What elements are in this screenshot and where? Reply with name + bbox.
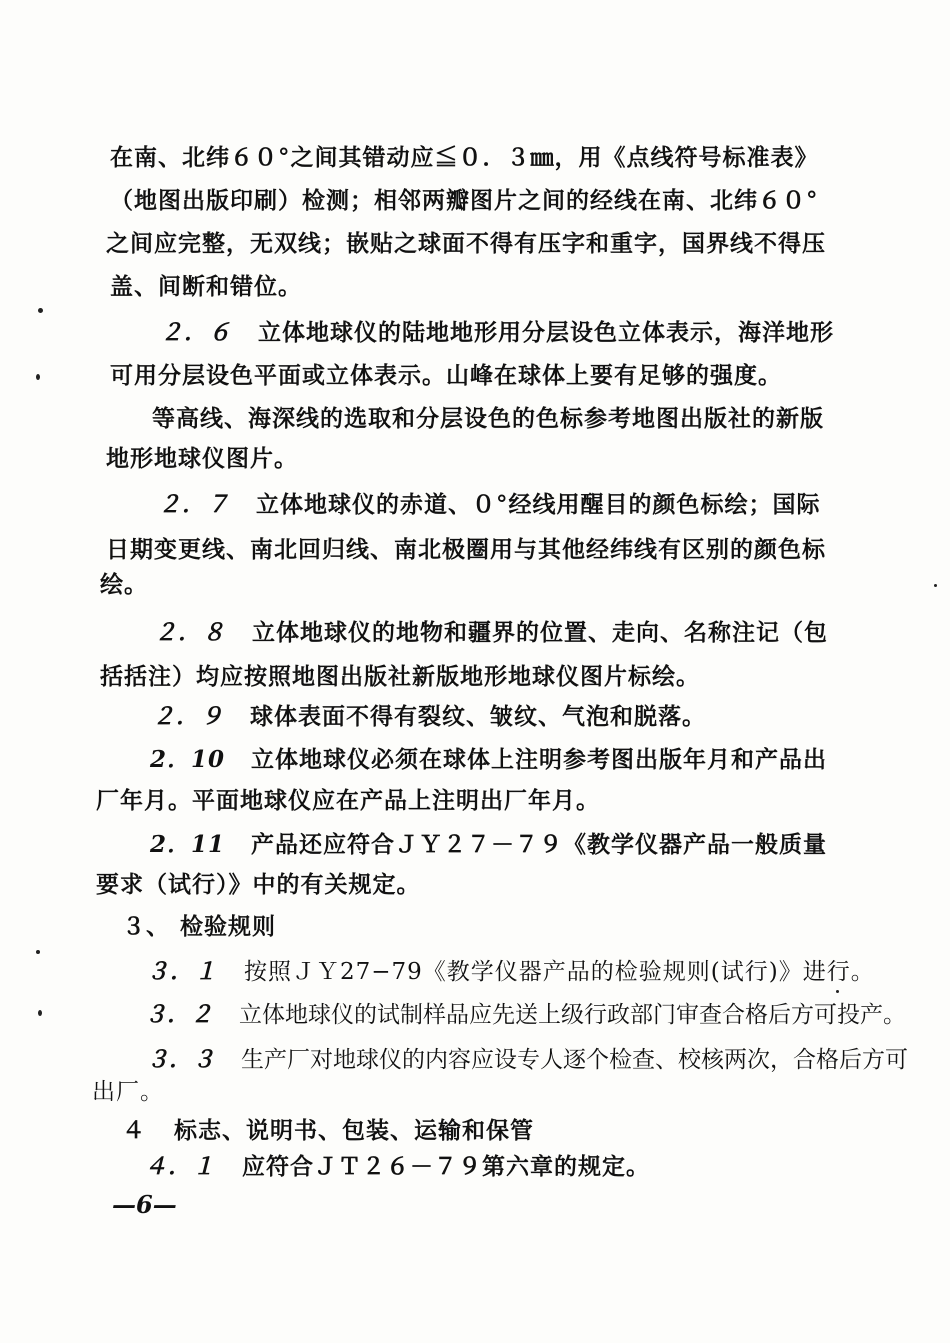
clause-2-6-line-4: 地形地球仪图片。 xyxy=(106,445,298,472)
clause-3-2-line-1 xyxy=(144,1000,906,1030)
clause-2-6-line-3: 等高线、海深线的选取和分层设色的色标参考地图出版社的新版 xyxy=(152,405,824,432)
page-number: —6— xyxy=(112,1190,177,1219)
scan-speck xyxy=(36,374,40,380)
clause-3-3-number: ３．３ xyxy=(146,1046,215,1073)
clause-4-1-line-1 xyxy=(144,1152,650,1182)
clause-3-1-line-1 xyxy=(146,957,875,987)
scan-speck xyxy=(38,308,43,313)
clause-4-1-text: 应符合ＪＴ２６－７９第六章的规定。 xyxy=(242,1153,650,1180)
clause-2-9-number: ２．９ xyxy=(152,703,224,730)
scan-speck xyxy=(836,990,839,993)
clause-3-3-line-2: 出厂。 xyxy=(92,1079,164,1105)
clause-2-10-text: 立体地球仪必须在球体上注明参考图出版年月和产品出 xyxy=(251,746,828,773)
clause-2-8-text: 立体地球仪的地物和疆界的位置、走向、名称注记（包 xyxy=(252,619,828,646)
clause-3-2-text: 立体地球仪的试制样品应先送上级行政部门审查合格后方可投产。 xyxy=(239,1002,906,1028)
clause-2-8-line-1 xyxy=(154,618,828,648)
paragraph-line-1: 在南、北纬６０°之间其错动应≦０．３㎜，用《点线符号标准表》 xyxy=(110,144,819,171)
clause-2-6-number: ２．６ xyxy=(160,319,232,346)
clause-2-11-line-1 xyxy=(150,830,827,860)
section-4-title: 标志、说明书、包装、运输和保管 xyxy=(174,1117,534,1144)
clause-3-1-number: ３．１ xyxy=(146,958,218,985)
clause-2-9-text: 球体表面不得有裂纹、皱纹、气泡和脱落。 xyxy=(250,703,706,730)
clause-3-1-text: 按照ＪＹ27−79《教学仪器产品的检验规则(试行)》进行。 xyxy=(244,959,875,985)
clause-2-8-line-2: 括括注）均应按照地图出版社新版地形地球仪图片标绘。 xyxy=(100,663,700,690)
clause-2-9-line-1 xyxy=(152,702,706,732)
paragraph-line-2: （地图出版印刷）检测；相邻两瓣图片之间的经线在南、北纬６０° xyxy=(110,187,819,214)
section-3-heading xyxy=(122,912,276,942)
clause-2-6-line-2: 可用分层设色平面或立体表示。山峰在球体上要有足够的强度。 xyxy=(110,362,782,389)
section-3-title: 检验规则 xyxy=(180,913,276,940)
clause-2-11-line-2: 要求（试行）》中的有关规定。 xyxy=(96,871,421,898)
clause-2-7-text: 立体地球仪的赤道、０°经线用醒目的颜色标绘；国际 xyxy=(256,491,821,518)
section-4-heading xyxy=(122,1116,534,1146)
clause-3-3-line-1 xyxy=(146,1045,908,1075)
scan-speck xyxy=(934,584,937,587)
clause-2-7-line-3: 绘。 xyxy=(100,571,148,598)
clause-2-10-number: 2．10 xyxy=(150,746,226,773)
clause-2-10-line-2: 厂年月。平面地球仪应在产品上注明出厂年月。 xyxy=(96,787,600,814)
clause-4-1-number: ４．１ xyxy=(144,1153,216,1180)
section-4-number: ４ xyxy=(122,1117,146,1144)
clause-2-10-line-1 xyxy=(150,745,827,775)
scan-speck xyxy=(36,950,40,954)
paragraph-line-4: 盖、间断和错位。 xyxy=(110,273,302,300)
clause-2-11-number: 2．11 xyxy=(150,831,226,858)
paragraph-line-3: 之间应完整，无双线；嵌贴之球面不得有压字和重字，国界线不得压 xyxy=(106,230,826,257)
clause-2-7-line-2: 日期变更线、南北回归线、南北极圈用与其他经纬线有区别的颜色标 xyxy=(106,536,826,563)
clause-2-6-text: 立体地球仪的陆地地形用分层设色立体表示，海洋地形 xyxy=(258,319,834,346)
scan-speck xyxy=(38,1010,42,1016)
clause-3-3-text: 生产厂对地球仪的内容应设专人逐个检查、校核两次，合格后方可 xyxy=(241,1047,908,1073)
clause-2-6-line-1 xyxy=(160,318,834,348)
clause-2-7-line-1 xyxy=(158,490,821,520)
clause-3-2-number: ３．２ xyxy=(144,1001,213,1028)
clause-2-7-number: ２．７ xyxy=(158,491,230,518)
clause-2-8-number: ２．８ xyxy=(154,619,226,646)
section-3-number: ３、 xyxy=(122,913,170,940)
clause-2-11-text: 产品还应符合ＪＹ２７－７９《教学仪器产品一般质量 xyxy=(251,831,828,858)
